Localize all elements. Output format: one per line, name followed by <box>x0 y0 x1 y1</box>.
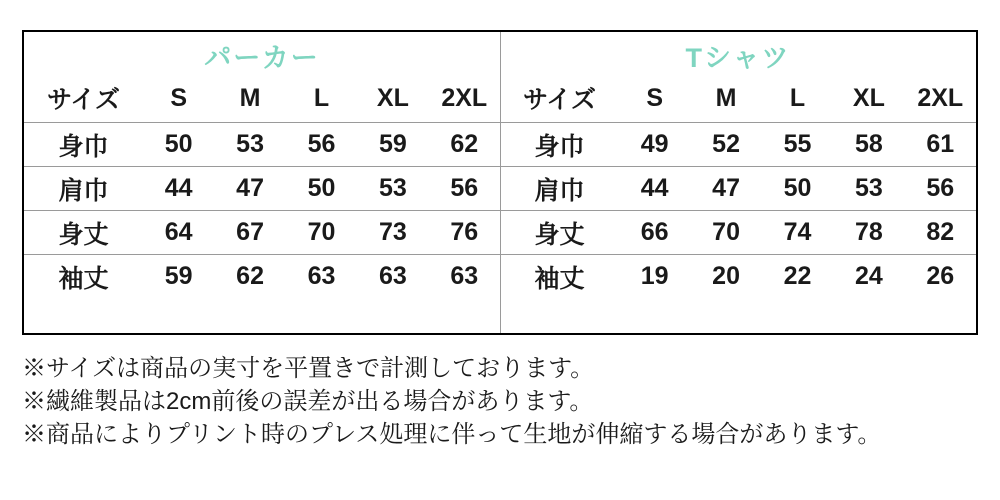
hoodie-cell-3-4: 63 <box>450 262 479 291</box>
tshirt-row-label-1: 肩巾 <box>534 176 585 205</box>
tshirt-header-2xl: 2XL <box>917 83 964 112</box>
tshirt-cell-1-2: 50 <box>783 174 812 202</box>
table-row <box>24 255 500 299</box>
hoodie-cell-0-0: 50 <box>164 130 193 158</box>
tshirt-cell-1-1: 47 <box>712 174 740 202</box>
hoodie-row-label-3: 袖丈 <box>58 264 109 293</box>
hoodie-table-body <box>24 123 500 299</box>
tshirt-header-xl: XL <box>852 83 885 112</box>
tshirt-row-label-2: 身丈 <box>534 220 585 249</box>
hoodie-cell-2-1: 67 <box>236 218 264 246</box>
tshirt-cell-3-1: 20 <box>712 262 740 291</box>
tshirt-cell-0-2: 55 <box>783 130 812 158</box>
hoodie-cell-3-0: 59 <box>164 262 193 291</box>
hoodie-cell-2-2: 70 <box>307 218 336 246</box>
note-line-3: ※商品によりプリント時のプレス処理に伴って生地が伸縮する場合があります。 <box>22 421 882 448</box>
hoodie-cell-1-4: 56 <box>450 174 479 202</box>
tshirt-cell-3-4: 26 <box>926 262 955 291</box>
table-row <box>24 123 500 167</box>
tshirt-cell-3-0: 19 <box>640 262 669 291</box>
hoodie-cell-2-0: 64 <box>164 218 193 246</box>
hoodie-header-size: サイズ <box>46 86 120 114</box>
tshirt-header-m: M <box>715 83 737 112</box>
tshirt-cell-2-4: 82 <box>926 218 955 246</box>
hoodie-cell-1-2: 50 <box>307 174 336 202</box>
table-row <box>500 211 976 255</box>
hoodie-cell-1-3: 53 <box>378 174 407 202</box>
hoodie-row-label-2: 身丈 <box>58 220 109 249</box>
hoodie-table-head <box>24 80 500 123</box>
tshirt-table-title: Tシャツ <box>685 43 791 73</box>
table-row <box>24 167 500 211</box>
size-table-block <box>22 30 978 335</box>
tshirt-header-l: L <box>789 83 806 112</box>
hoodie-row-label-1: 肩巾 <box>58 176 109 205</box>
hoodie-header-2xl: 2XL <box>441 83 488 112</box>
note-line-2: ※繊維製品は2cm前後の誤差が出る場合があります。 <box>22 388 594 415</box>
hoodie-cell-0-3: 59 <box>378 130 407 158</box>
hoodie-cell-3-2: 63 <box>307 262 336 291</box>
notes-section <box>22 352 982 451</box>
tshirt-header-s: S <box>646 83 664 112</box>
tshirt-cell-0-0: 49 <box>640 130 669 158</box>
tshirt-header-size: サイズ <box>522 86 596 114</box>
tshirt-measurements-table <box>500 80 976 299</box>
tshirt-table-head <box>500 80 976 123</box>
tshirt-cell-2-1: 70 <box>712 218 740 246</box>
tshirt-cell-0-3: 58 <box>854 130 883 158</box>
tshirt-cell-1-0: 44 <box>640 174 669 202</box>
hoodie-cell-2-4: 76 <box>450 218 479 246</box>
tshirt-header-row <box>500 80 976 123</box>
tshirt-row-label-0: 身巾 <box>534 132 585 161</box>
hoodie-header-l: L <box>313 83 330 112</box>
hoodie-cell-3-1: 62 <box>236 262 264 291</box>
hoodie-header-row <box>24 80 500 123</box>
hoodie-row-label-0: 身巾 <box>58 132 109 161</box>
hoodie-cell-1-1: 47 <box>236 174 264 202</box>
hoodie-cell-0-2: 56 <box>307 130 336 158</box>
table-row <box>500 123 976 167</box>
tshirt-cell-0-1: 52 <box>712 130 740 158</box>
hoodie-cell-0-1: 53 <box>236 130 264 158</box>
tshirt-cell-3-3: 24 <box>854 262 883 291</box>
note-line-1: ※サイズは商品の実寸を平置きで計測しております。 <box>22 355 595 382</box>
tshirt-table-body <box>500 123 976 299</box>
hoodie-header-xl: XL <box>376 83 409 112</box>
hoodie-table-title: パーカー <box>204 43 320 73</box>
tshirt-cell-2-3: 78 <box>854 218 883 246</box>
hoodie-cell-1-0: 44 <box>164 174 193 202</box>
tshirt-cell-1-3: 53 <box>854 174 883 202</box>
tshirt-cell-3-2: 22 <box>783 262 812 291</box>
tshirt-cell-2-0: 66 <box>640 218 669 246</box>
tshirt-cell-0-4: 61 <box>926 130 955 158</box>
hoodie-cell-2-3: 73 <box>378 218 407 246</box>
table-row <box>500 255 976 299</box>
hoodie-header-m: M <box>239 83 261 112</box>
hoodie-cell-0-4: 62 <box>450 130 479 158</box>
hoodie-measurements-table <box>24 80 500 299</box>
tshirt-row-label-3: 袖丈 <box>534 264 585 293</box>
size-table-tshirt <box>500 32 976 333</box>
tshirt-cell-2-2: 74 <box>783 218 812 246</box>
hoodie-cell-3-3: 63 <box>378 262 407 291</box>
table-row <box>24 211 500 255</box>
tshirt-cell-1-4: 56 <box>926 174 955 202</box>
hoodie-header-s: S <box>170 83 188 112</box>
size-table-hoodie <box>24 32 500 333</box>
table-row <box>500 167 976 211</box>
